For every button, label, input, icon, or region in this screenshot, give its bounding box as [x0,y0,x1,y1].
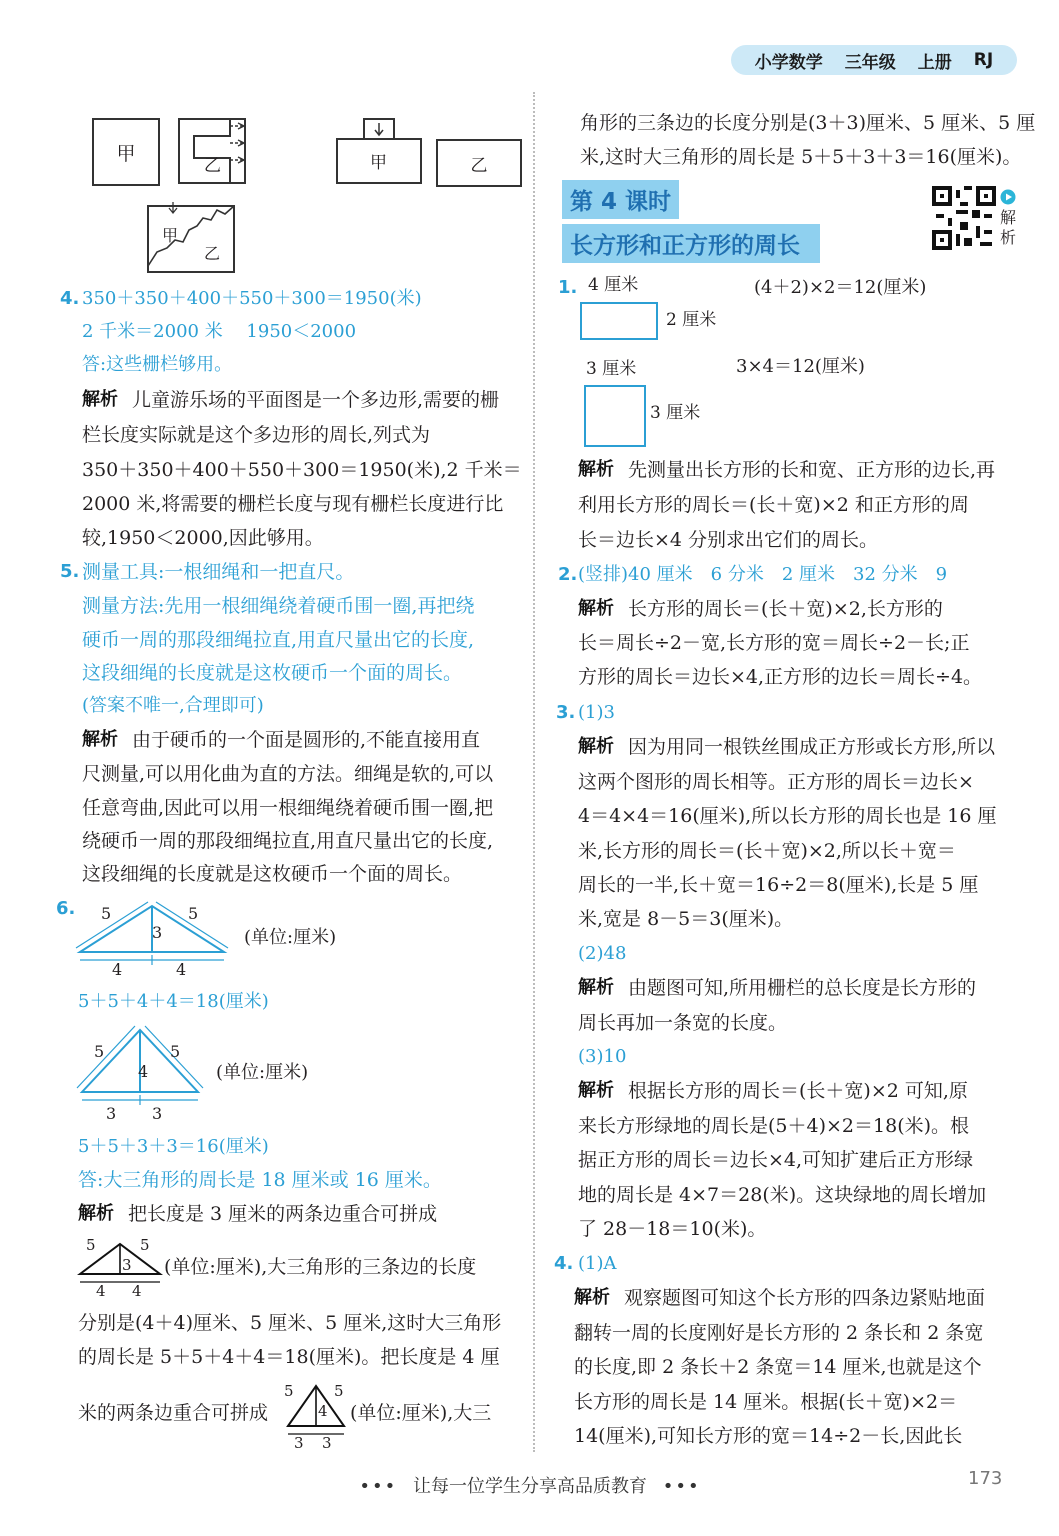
q6-mini2-height: 4 [318,1402,328,1420]
q6-mini1-side-left: 5 [86,1236,96,1254]
q6-analysis-3: 分别是(4＋4)厘米、5 厘米、5 厘米,这时大三角形 [78,1312,502,1334]
q6-mini2-half-left: 3 [294,1434,304,1452]
q4-analysis-1: 儿童游乐场的平面图是一个多边形,需要的栅 [132,389,500,411]
q5-method-1: 测量方法:先用一根细绳绕着硬币围一圈,再把绕 [82,595,475,617]
r-q3-a3-4: 地的周长是 4×7＝28(米)。这块绿地的周长增加 [578,1184,987,1206]
q5-method-3: 这段细绳的长度就是这枚硬币一个面的周长。 [82,662,463,684]
qr-code [932,186,996,250]
r-q1-rect-length: 4 厘米 [588,275,639,295]
q6-tri1-half-left: 4 [112,960,123,979]
r-q1-analysis-1: 先测量出长方形的长和宽、正方形的边长,再 [628,459,996,481]
r-q3-number: 3. [556,702,576,723]
q6-mini1-height: 3 [122,1256,132,1274]
r-q4-analysis-2: 翻转一周的长度刚好是长方形的 2 条长和 2 条宽 [574,1322,984,1344]
r-q3-a1-2: 这两个图形的周长相等。正方形的周长＝边长× [578,771,974,793]
figure-yi-rect: 乙 [436,139,522,187]
figure-mountain-jia: 甲 [162,226,179,245]
r-q4-p1: (1)A [578,1253,617,1274]
figure-mountain-yi: 乙 [204,244,221,263]
r-q1-sq-side: 3 厘米 [650,403,701,423]
r-q2-analysis-3: 方形的周长＝边长×4,正方形的边长＝周长÷4。 [578,666,983,688]
q4-line2: 2 千米＝2000 米 1950＜2000 [82,321,357,342]
lesson-title: 长方形和正方形的周长 [562,224,820,263]
cont-line-1: 角形的三条边的长度分别是(3＋3)厘米、5 厘米、5 厘 [580,112,1036,134]
r-q3-a1-5: 周长的一半,长＋宽＝16÷2＝8(厘米),长是 5 厘 [578,874,979,896]
column-divider [533,92,535,1452]
q6-eq1: 5＋5＋4＋4＝18(厘米) [78,991,269,1012]
lesson-number: 第 4 课时 [562,180,679,219]
q6-mini1-side-right: 5 [140,1236,150,1254]
r-q3-a3-1: 根据长方形的周长＝(长＋宽)×2 可知,原 [628,1080,968,1102]
q4-analysis-4: 2000 米,将需要的栅栏长度与现有栅栏长度进行比 [82,493,504,515]
r-q4-analysis-4: 长方形的周长是 14 厘米。根据(长＋宽)×2＝ [574,1391,958,1413]
r-q2-number: 2. [558,564,578,585]
footer-slogan [330,1472,730,1498]
q6-mini2-side-left: 5 [284,1382,294,1400]
r-q2-analysis-label: 解析 [578,598,614,619]
q6-tri1-unit: (单位:厘米) [244,927,337,948]
r-q1-analysis-2: 利用长方形的周长＝(长＋宽)×2 和正方形的周 [578,494,969,516]
q6-tri2-half-left: 3 [106,1104,117,1123]
r-q3-a1-3: 4＝4×4＝16(厘米),所以长方形的周长也是 16 厘 [578,805,997,827]
q4-answer: 答:这些栅栏够用。 [82,354,233,375]
r-q2-answer: (竖排)40 厘米 6 分米 2 厘米 32 分米 9 [578,564,948,585]
r-q1-rectangle [580,302,658,340]
q6-tri1-height: 3 [152,923,163,942]
figure-jia-label-2: 甲 [370,153,387,173]
figure-yi-label: 乙 [204,156,221,176]
q6-analysis-2: (单位:厘米),大三角形的三条边的长度 [164,1256,477,1278]
r-q2-analysis-2: 长＝周长÷2－宽,长方形的宽＝周长÷2－长;正 [578,632,970,654]
r-q4-analysis-5: 14(厘米),可知长方形的宽＝14÷2－长,因此长 [574,1425,963,1447]
r-q3-a1-6: 米,宽是 8－5＝3(厘米)。 [578,908,794,930]
r-q3-a3-2: 来长方形绿地的周长是(5＋4)×2＝18(米)。根 [578,1115,970,1137]
r-q3-p2: (2)48 [578,943,627,964]
r-q1-analysis-3: 长＝边长×4 分别求出它们的周长。 [578,529,879,551]
cont-line-2: 米,这时大三角形的周长是 5＋5＋3＋3＝16(厘米)。 [580,146,1022,168]
play-icon[interactable] [1000,189,1016,205]
r-q3-p3: (3)10 [578,1046,627,1067]
figure-tab-shape [336,118,422,186]
r-q3-a1-label: 解析 [578,736,614,757]
r-q1-sq-top: 3 厘米 [586,359,637,379]
grade: 三年级 [844,52,896,73]
q6-analysis-label: 解析 [78,1203,114,1224]
r-q3-a1-4: 米,长方形的周长＝(长＋宽)×2,所以长＋宽＝ [578,840,956,862]
q6-tri2-half-right: 3 [152,1104,163,1123]
q6-analysis-5a: 米的两条边重合可拼成 [78,1402,269,1424]
r-q4-analysis-label: 解析 [574,1287,610,1308]
r-q4-number: 4. [554,1253,574,1274]
q4-analysis-5: 较,1950＜2000,因此够用。 [82,527,324,549]
footer-text: 让每一位学生分享高品质教育 [413,1476,647,1497]
r-q3-a3-3: 据正方形的周长＝边长×4,可知扩建后正方形绿 [578,1149,974,1171]
r-q3-a1-1: 因为用同一根铁丝围成正方形或长方形,所以 [628,736,996,758]
q4-analysis-label: 解析 [82,389,118,410]
q5-analysis-label: 解析 [82,729,118,750]
figure-mountain-shape [145,200,237,274]
r-q1-number: 1. [558,277,578,298]
subject: 小学数学 [754,52,823,73]
r-q1-analysis-label: 解析 [578,459,614,480]
q6-tri2-side-right: 5 [170,1042,181,1061]
page-number: 173 [968,1468,1003,1489]
r-q4-analysis-1: 观察题图可知这个长方形的四条边紧贴地面 [624,1287,986,1309]
q6-analysis-4: 的周长是 5＋5＋4＋4＝18(厘米)。把长度是 4 厘 [78,1346,500,1368]
q5-note: (答案不唯一,合理即可) [82,695,264,716]
q5-analysis-3: 任意弯曲,因此可以用一根细绳绕着硬币围一圈,把 [82,797,494,819]
q6-mini2-side-right: 5 [334,1382,344,1400]
r-q2-analysis-1: 长方形的周长＝(长＋宽)×2,长方形的 [628,598,943,620]
q5-number: 5. [60,561,80,582]
q5-analysis-5: 这段细绳的长度就是这枚硬币一个面的周长。 [82,863,463,885]
q6-tri1-side-left: 5 [101,904,112,923]
r-q3-a2-2: 周长再加一条宽的长度。 [578,1012,788,1034]
q6-analysis-1: 把长度是 3 厘米的两条边重合可拼成 [128,1203,438,1225]
edition: RJ [973,50,994,70]
q6-mini1-half-right: 4 [132,1282,142,1300]
qr-label: 解析 [1000,208,1017,247]
footer-dots-left: ••• [359,1476,398,1497]
r-q1-sq-eq: 3×4＝12(厘米) [736,356,865,377]
r-q3-a2-label: 解析 [578,977,614,998]
q6-tri2-side-left: 5 [94,1042,105,1061]
q5-method-2: 硬币一周的那段细绳拉直,用直尺量出它的长度, [82,629,475,651]
r-q4-analysis-3: 的长度,即 2 条长＋2 条宽＝14 厘米,也就是这个 [574,1356,982,1378]
q6-mini1-half-left: 4 [96,1282,106,1300]
q4-number: 4. [60,288,80,309]
q6-answer: 答:大三角形的周长是 18 厘米或 16 厘米。 [78,1169,442,1191]
q6-number: 6. [56,898,76,919]
q5-analysis-2: 尺测量,可以用化曲为直的方法。细绳是软的,可以 [82,763,494,785]
r-q1-rect-width: 2 厘米 [666,310,717,330]
figure-jia-square: 甲 [92,118,160,186]
q4-analysis-2: 栏长度实际就是这个多边形的周长,列式为 [82,424,431,446]
q5-tool: 测量工具:一根细绳和一把直尺。 [82,561,355,583]
r-q1-square [584,385,646,447]
q6-analysis-5b: (单位:厘米),大三 [350,1402,492,1424]
q6-tri2-height: 4 [138,1062,149,1081]
r-q3-p1: (1)3 [578,702,615,723]
volume: 上册 [917,52,952,73]
r-q1-rect-eq: (4＋2)×2＝12(厘米) [754,277,927,298]
q5-analysis-1: 由于硬币的一个面是圆形的,不能直接用直 [132,729,481,751]
q6-tri1-side-right: 5 [188,904,199,923]
q4-analysis-3: 350＋350＋400＋550＋300＝1950(米),2 千米＝ [82,459,522,481]
q6-tri2-unit: (单位:厘米) [216,1062,309,1083]
q5-analysis-4: 绕硬币一周的那段细绳拉直,用直尺量出它的长度, [82,830,494,852]
q6-mini2-half-right: 3 [322,1434,332,1452]
q6-tri1-half-right: 4 [176,960,187,979]
q6-eq2: 5＋5＋3＋3＝16(厘米) [78,1136,269,1157]
book-tag [731,45,1017,75]
r-q3-a3-5: 了 28－18＝10(米)。 [578,1218,767,1240]
footer-dots-right: ••• [662,1476,701,1497]
r-q3-a3-label: 解析 [578,1080,614,1101]
q4-line1: 350＋350＋400＋550＋300＝1950(米) [82,288,422,309]
r-q3-a2-1: 由题图可知,所用栅栏的总长度是长方形的 [628,977,977,999]
